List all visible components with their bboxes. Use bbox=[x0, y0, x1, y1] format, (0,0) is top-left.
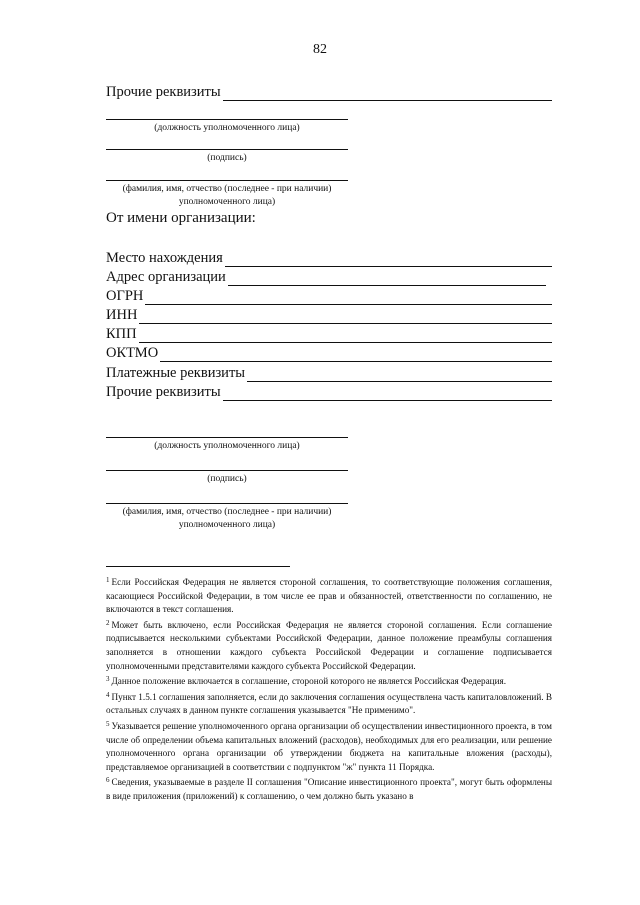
position-caption: (должность уполномоченного лица) bbox=[154, 441, 300, 451]
org-field-oktmo bbox=[106, 345, 552, 362]
fill-line bbox=[139, 311, 552, 324]
org-field-address bbox=[106, 269, 546, 286]
footnote-text: Сведения, указываемые в разделе II соглашения "Описание инвестиционного проекта", могут быть оформлены в виде приложения (приложений) к соглашению, о чем должно быть указано в bbox=[106, 777, 552, 801]
footnote-number: 3 bbox=[106, 675, 110, 684]
field-label: ИНН bbox=[106, 307, 138, 323]
footnote-5 bbox=[106, 718, 552, 774]
footnote-separator bbox=[106, 566, 290, 567]
fill-line bbox=[247, 369, 552, 382]
name-caption-line2: уполномоченного лица) bbox=[178, 520, 276, 530]
fill-line bbox=[160, 349, 552, 362]
signature-line bbox=[106, 180, 348, 181]
footnote-3 bbox=[106, 673, 552, 689]
org-field-location bbox=[106, 250, 552, 267]
footnote-number: 4 bbox=[106, 690, 110, 699]
footnote-text: Указывается решение уполномоченного органа организации об осуществлении инвестиционного проекта, в том числе об определении объема капитальных вложений (расходов), необходимых для его реализации, или решение уполномоченного органа организации об утверждении бюджета на капитальные вложения (расходы), представляемое организацией в соответствии с подпунктом "ж" пункта 11 Порядка. bbox=[106, 720, 552, 772]
field-label: КПП bbox=[106, 326, 137, 342]
signature-caption: (подпись) bbox=[207, 474, 247, 484]
bottom-position-signature-block bbox=[106, 437, 348, 453]
page-number: 82 bbox=[313, 42, 327, 57]
footnote-text: Может быть включено, если Российская Федерация не является стороной соглашения. Если соглашение подписывается несколькими субъектами Российской Федерации, данное положение преамбулы соглашения заполняется в отношении каждого субъекта Российской Федерации и соглашение подписывается уполномоченными представителями каждого субъекта Российской Федерации. bbox=[106, 619, 552, 671]
footnote-number: 2 bbox=[106, 618, 110, 627]
org-field-kpp bbox=[106, 326, 552, 343]
footnote-6 bbox=[106, 774, 552, 803]
field-label: ОКТМО bbox=[106, 345, 159, 361]
footnote-1 bbox=[106, 574, 552, 617]
footnote-text: Данное положение включается в соглашение, стороной которого не является Российская Федерация. bbox=[111, 676, 507, 687]
signature-line bbox=[106, 149, 348, 150]
bottom-name-signature-block bbox=[106, 503, 348, 532]
footnote-number: 6 bbox=[106, 776, 110, 785]
signature-line bbox=[106, 503, 348, 504]
fill-line bbox=[228, 273, 546, 286]
field-label: Платежные реквизиты bbox=[106, 365, 246, 381]
signature-line bbox=[106, 119, 348, 120]
fill-line bbox=[145, 292, 552, 305]
signature-line bbox=[106, 470, 348, 471]
name-caption-line2: уполномоченного лица) bbox=[178, 197, 276, 207]
signature-caption: (подпись) bbox=[207, 153, 247, 163]
footnote-number: 5 bbox=[106, 719, 110, 728]
footnotes bbox=[106, 574, 552, 804]
footnote-text: Если Российская Федерация не является стороной соглашения, то соответствующие положения соглашения, касающиеся Российской Федерации, в том числе ее прав и обязанностей, ответственности по соглашению, не включаются в текст соглашения. bbox=[106, 577, 552, 615]
org-field-payment bbox=[106, 365, 552, 382]
top-other-requisites-field bbox=[106, 84, 552, 101]
position-caption: (должность уполномоченного лица) bbox=[154, 123, 300, 133]
field-label: Прочие реквизиты bbox=[106, 384, 221, 400]
fill-line bbox=[223, 388, 552, 401]
name-caption-line1: (фамилия, имя, отчество (последнее - при наличии) bbox=[122, 507, 332, 517]
fill-line bbox=[223, 88, 552, 101]
footnote-2 bbox=[106, 617, 552, 673]
org-heading: От имени организации: bbox=[106, 210, 256, 226]
fill-line bbox=[225, 254, 552, 267]
signature-line bbox=[106, 437, 348, 438]
top-position-signature-block bbox=[106, 119, 348, 135]
fill-line bbox=[139, 330, 552, 343]
name-caption-line1: (фамилия, имя, отчество (последнее - при наличии) bbox=[122, 184, 332, 194]
field-label: Место нахождения bbox=[106, 250, 223, 266]
top-signature-block bbox=[106, 149, 348, 165]
field-label: Прочие реквизиты bbox=[106, 84, 221, 100]
bottom-signature-block bbox=[106, 470, 348, 486]
field-label: Адрес организации bbox=[106, 269, 226, 285]
footnote-text: Пункт 1.5.1 соглашения заполняется, если до заключения соглашения осуществлена часть капиталовложений. В остальных случаях в данном пункте соглашения указывается "Не применимо". bbox=[106, 691, 552, 716]
footnote-number: 1 bbox=[106, 576, 110, 584]
org-field-other bbox=[106, 384, 552, 401]
org-field-inn bbox=[106, 307, 552, 324]
field-label: ОГРН bbox=[106, 288, 144, 304]
footnote-4 bbox=[106, 689, 552, 718]
top-name-signature-block bbox=[106, 180, 348, 209]
org-field-ogrn bbox=[106, 288, 552, 305]
